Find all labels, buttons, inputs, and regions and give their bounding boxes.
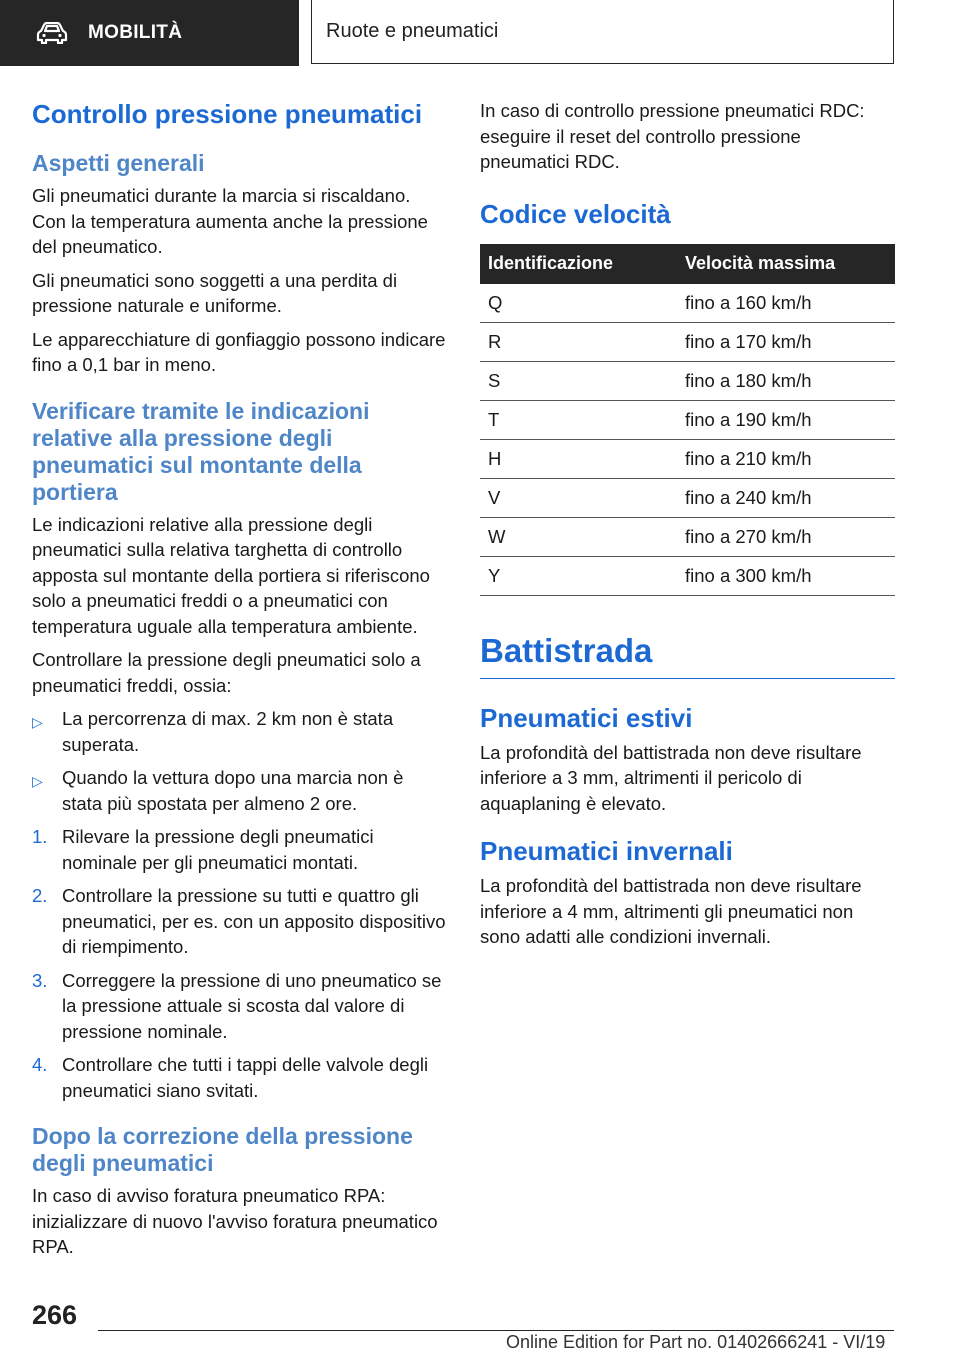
list-item: 1. Rilevare la pressione degli pneumatici nominale per gli pneumatici montati.: [32, 826, 374, 873]
section-title: MOBILITÀ: [88, 22, 183, 43]
edition-note: Online Edition for Part no. 01402666241 - VI/19: [506, 1332, 886, 1352]
car-icon: [36, 22, 68, 44]
page-number: 266: [32, 1300, 78, 1330]
triangle-bullet-icon: ▷: [32, 773, 43, 789]
footer-divider: [98, 1330, 894, 1331]
table-row: [480, 361, 895, 400]
max-speed-cell: fino a 170 km/h: [677, 322, 895, 361]
speed-code-cell: S: [480, 361, 677, 400]
list-item: ▷ Quando la vettura dopo una marcia non è stata più spostata per almeno 2 ore.: [32, 767, 404, 814]
paragraph: In caso di controllo pressione pneumatici RDC: eseguire il reset del controllo pressione pneumatici RDC.: [480, 100, 865, 172]
list-item: 2. Controllare la pressione su tutti e quattro gli pneumatici, per es. con un apposito dispositivo di riempimento.: [32, 885, 446, 957]
list-item: 3. Correggere la pressione di uno pneumatico se la pressione attuale si scosta dal valore di pressione nominale.: [32, 969, 442, 1042]
table-row: [480, 284, 895, 323]
speed-code-table: [480, 244, 895, 596]
speed-code-cell: R: [480, 322, 677, 361]
step-number: 4.: [32, 1054, 48, 1075]
triangle-bullet-icon: ▷: [32, 714, 43, 730]
max-speed-cell: fino a 190 km/h: [677, 400, 895, 439]
page-header: [0, 0, 960, 66]
paragraph: Le indicazioni relative alla pressione degli pneumatici sulla relativa targhetta di controllo apposta sul montante della portiera si riferiscono solo a pneumatici freddi o a pneumatici con temperatura uguale alla temperatura ambiente.: [32, 513, 430, 637]
speed-code-cell: Q: [480, 284, 677, 323]
paragraph: Gli pneumatici durante la marcia si riscaldano. Con la temperatura aumenta anche la pressione del pneumatico.: [32, 185, 428, 257]
table-row: [480, 439, 895, 478]
table-row: [480, 400, 895, 439]
paragraph: In caso di avviso foratura pneumatico RPA: inizializzare di nuovo l'avviso foratura pneumatico RPA.: [32, 1185, 438, 1257]
section-heading-tire-pressure: Controllo pressione pneumatici: [32, 99, 423, 129]
max-speed-cell: fino a 300 km/h: [677, 556, 895, 595]
step-number: 3.: [32, 969, 48, 991]
max-speed-cell: fino a 180 km/h: [677, 361, 895, 400]
table-row: [480, 517, 895, 556]
speed-code-cell: H: [480, 439, 677, 478]
max-speed-cell: fino a 240 km/h: [677, 478, 895, 517]
table-row: [480, 478, 895, 517]
condition-list: [32, 706, 446, 816]
section-tab: [0, 0, 299, 66]
column-header: Identificazione: [480, 244, 677, 284]
speed-code-cell: W: [480, 517, 677, 556]
list-item: ▷ La percorrenza di max. 2 km non è stata superata.: [32, 708, 394, 755]
left-column: [32, 98, 446, 1268]
table-row: [480, 556, 895, 595]
section-heading-tread: Battistrada: [480, 630, 895, 679]
subheading-winter-tires: Pneumatici invernali: [480, 836, 733, 866]
paragraph: Controllare la pressione degli pneumatici solo a pneumatici freddi, ossia:: [32, 649, 421, 696]
max-speed-cell: fino a 160 km/h: [677, 284, 895, 323]
subheading-general: Aspetti generali: [32, 150, 205, 176]
subheading-summer-tires: Pneumatici estivi: [480, 702, 693, 733]
paragraph: Le apparecchiature di gonfiaggio possono indicare fino a 0,1 bar in meno.: [32, 328, 446, 375]
speed-code-cell: T: [480, 400, 677, 439]
paragraph: Gli pneumatici sono soggetti a una perdita di pressione naturale e uniforme.: [32, 269, 398, 316]
speed-code-cell: V: [480, 478, 677, 517]
max-speed-cell: fino a 270 km/h: [677, 517, 895, 556]
paragraph: La profondità del battistrada non deve risultare inferiore a 3 mm, altrimenti il pericolo di aquaplaning è elevato.: [480, 741, 862, 814]
table-row: [480, 322, 895, 361]
subheading-after-correction: Dopo la correzione della pressione degli pneumatici: [32, 1123, 413, 1176]
table-header-row: [480, 244, 895, 284]
right-column: [480, 98, 895, 958]
step-number: 1.: [32, 826, 48, 847]
chapter-tab: [311, 0, 894, 64]
speed-code-cell: Y: [480, 556, 677, 595]
heading-speed-code: Codice velocità: [480, 198, 671, 229]
step-number: 2.: [32, 885, 48, 906]
max-speed-cell: fino a 210 km/h: [677, 439, 895, 478]
column-header: Velocità massima: [677, 244, 895, 284]
list-item: 4. Controllare che tutti i tappi delle valvole degli pneumatici siano svitati.: [32, 1054, 429, 1101]
chapter-title: Ruote e pneumatici: [326, 20, 499, 42]
steps-list: [32, 824, 446, 1103]
paragraph: La profondità del battistrada non deve risultare inferiore a 4 mm, altrimenti gli pneumatici non sono adatti alle condizioni invernali.: [480, 875, 862, 947]
subheading-verify: Verificare tramite le indicazioni relative alla pressione degli pneumatici sul montante della portiera: [32, 397, 370, 505]
